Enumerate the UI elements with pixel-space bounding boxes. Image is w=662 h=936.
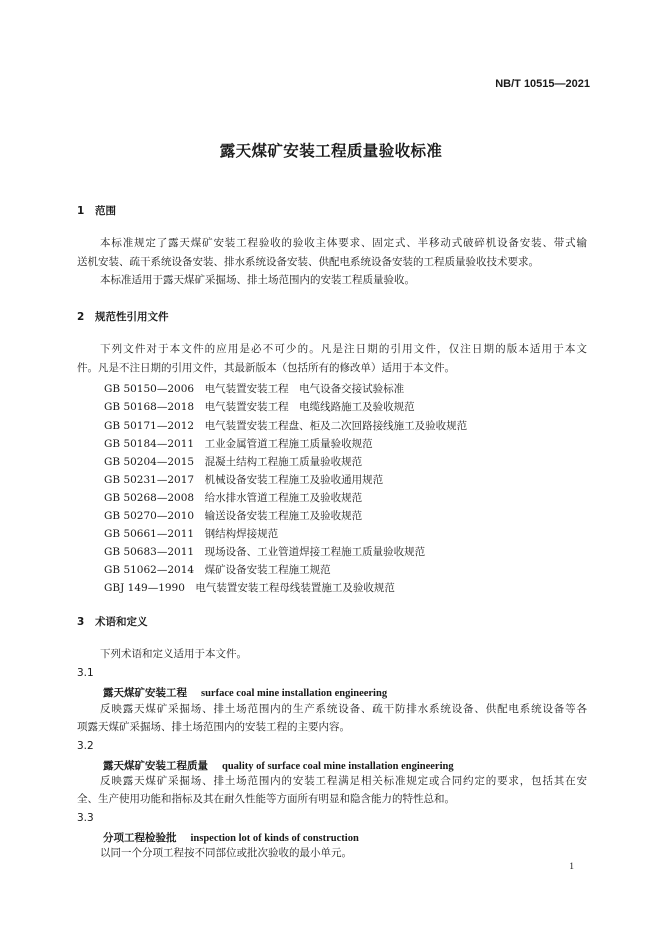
section-2-intro-line-2: 件。凡是不注日期的引用文件，其最新版本（包括所有的修改单）适用于本文件。 (77, 362, 455, 374)
reference-item: GB 50683—2011 现场设备、工业管道焊接工程施工质量验收规范 (104, 546, 426, 558)
term-english: quality of surface coal mine installation engineering (222, 761, 454, 772)
page-number: 1 (569, 862, 574, 872)
term-chinese: 分项工程检验批 (103, 832, 177, 844)
section-1-para-1-line-1: 本标准规定了露天煤矿安装工程验收的验收主体要求、固定式、半移动式破碎机设备安装、带式输 (100, 237, 587, 249)
section-3-heading (77, 614, 148, 629)
section-number: 3 (77, 616, 85, 628)
term-definition-line-2: 项露天煤矿采掘场、排土场范围内的安装工程的主要内容。 (77, 721, 350, 733)
term-definition-line-1: 反映露天煤矿采掘场、排土场范围内的生产系统设备、疏干防排水系统设备、供配电系统设备等各 (100, 703, 587, 715)
section-title: 术语和定义 (95, 616, 148, 628)
term-chinese: 露天煤矿安装工程 (103, 687, 187, 699)
section-3-intro: 下列术语和定义适用于本文件。 (100, 648, 247, 660)
term-number: 3.2 (77, 740, 94, 752)
section-1-heading (77, 203, 116, 218)
reference-item: GB 51062—2014 煤矿设备安装工程施工规范 (104, 564, 331, 576)
term-number: 3.1 (77, 667, 94, 679)
term-chinese: 露天煤矿安装工程质量 (103, 760, 208, 772)
term-heading (103, 830, 359, 845)
reference-item: GB 50168—2018 电气装置安装工程 电缆线路施工及验收规范 (104, 401, 415, 413)
term-heading (103, 758, 454, 773)
reference-item: GB 50661—2011 钢结构焊接规范 (104, 528, 279, 540)
reference-item: GB 50270—2010 输送设备安装工程施工及验收规范 (104, 510, 363, 522)
section-title: 规范性引用文件 (95, 311, 169, 323)
reference-item: GB 50204—2015 混凝土结构工程施工质量验收规范 (104, 456, 363, 468)
reference-item: GB 50184—2011 工业金属管道工程施工质量验收规范 (104, 438, 373, 450)
section-1-para-1-line-2: 送机安装、疏干系统设备安装、排水系统设备安装、供配电系统设备安装的工程质量验收技术要求。 (77, 256, 539, 268)
section-1-para-2: 本标准适用于露天煤矿采掘场、排土场范围内的安装工程质量验收。 (100, 274, 415, 286)
term-definition-line-2: 全、生产使用功能和指标及其在耐久性能等方面所有明显和隐含能力的特性总和。 (77, 793, 455, 805)
reference-item: GB 50171—2012 电气装置安装工程盘、柜及二次回路接线施工及验收规范 (104, 420, 468, 432)
section-number: 2 (77, 311, 85, 323)
section-title: 范围 (95, 205, 116, 217)
term-number: 3.3 (77, 812, 94, 824)
reference-item: GB 50150—2006 电气装置安装工程 电气设备交接试验标准 (104, 383, 405, 395)
section-2-intro-line-1: 下列文件对于本文件的应用是必不可少的。凡是注日期的引用文件，仅注日期的版本适用于本文 (100, 343, 587, 355)
document-title: 露天煤矿安装工程质量验收标准 (219, 142, 443, 160)
reference-item: GBJ 149—1990 电气装置安装工程母线装置施工及验收规范 (104, 582, 395, 594)
section-2-heading (77, 309, 169, 324)
section-number: 1 (77, 205, 85, 217)
term-definition-line-1: 以同一个分项工程按不同部位或批次验收的最小单元。 (100, 847, 352, 859)
standard-code: NB/T 10515—2021 (495, 78, 590, 90)
term-heading (103, 685, 387, 700)
term-english: surface coal mine installation engineering (201, 688, 388, 699)
reference-item: GB 50231—2017 机械设备安装工程施工及验收通用规范 (104, 474, 384, 486)
reference-item: GB 50268—2008 给水排水管道工程施工及验收规范 (104, 492, 363, 504)
term-definition-line-1: 反映露天煤矿采掘场、排土场范围内的安装工程满足相关标准规定或合同约定的要求，包括其在安 (100, 775, 587, 787)
term-english: inspection lot of kinds of construction (190, 833, 359, 844)
